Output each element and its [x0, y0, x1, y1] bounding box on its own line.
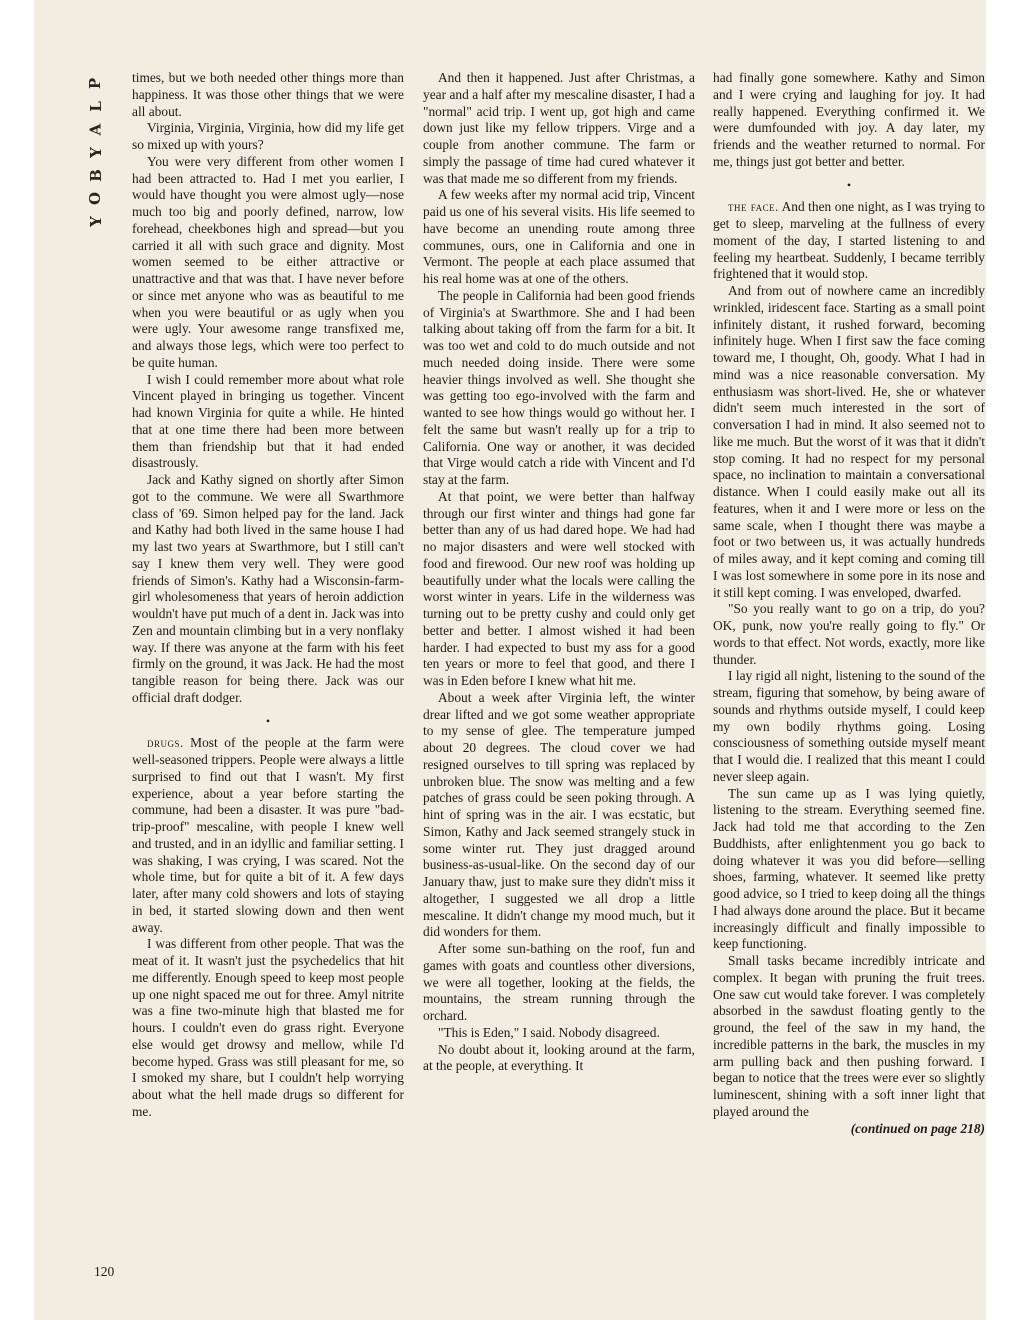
paragraph: No doubt about it, looking around at the farm, at the people, at everything. It	[423, 1041, 695, 1074]
paragraph: Virginia, Virginia, Virginia, how did my life get so mixed up with yours?	[132, 120, 404, 152]
magazine-page	[34, 0, 986, 1320]
paragraph: had finally gone somewhere. Kathy and Simon and I were crying and laughing for joy. It had really happened. Everything confirmed it. We were dumfounded with joy. A day later, my friends and the weather returned to normal. For me, things just got better and better.	[713, 70, 985, 169]
paragraph: A few weeks after my normal acid trip, Vincent paid us one of his several visits. His life seemed to have become an unending route among three communes, ours, one in California and one in Vermont. The people at each place assumed that his real home was at one of the others.	[423, 187, 695, 286]
paragraph: "This is Eden," I said. Nobody disagreed.	[438, 1024, 660, 1040]
paragraph: About a week after Virginia left, the winter drear lifted and we got some weather appropriate to my sense of glee. The temperature jumped about 20 degrees. The cloud cover we had resigned ourselves to till spring was replaced by unbroken blue. The snow was melting and a few patches of grass could be seen poking through. A hint of spring was in the air. I was ecstatic, but Simon, Kathy and Jack seemed strangely stuck in some winter rut. They just dragged around business-as-usual-like. On the second day of our January thaw, just to make sure they didn't miss it altogether, I suggested we all drop a little mescaline. It didn't change my mood much, but it did wonders for them.	[423, 689, 695, 940]
text-column-middle	[423, 70, 695, 1075]
section-heading: the face.	[728, 200, 779, 215]
running-head-letter: B	[86, 169, 105, 182]
running-head-letter: O	[86, 191, 105, 206]
paragraph: At that point, we were better than halfway through our first winter and things had gone far better than any of us had dared hope. We had had no major disasters and were well stocked with food and firewood. Our new roof was holding up beautifully under what the locals were calling the worst winter in years. Life in the wilderness was turning out to be pretty cushy and could only get better and better. I almost wished it had been harder. I had expected to bust my ass for a good ten years or more to feel that good, and there I was in Eden before I knew what hit me.	[423, 488, 695, 688]
paragraph	[713, 199, 985, 283]
paragraph: Jack and Kathy signed on shortly after Simon got to the commune. We were all Swarthmore class of '69. Simon helped pay for the land. Jack and Kathy had both lived in the same house I had my last two years at Swarthmore, but I still can't say I knew them very well. They were good friends of Simon's. Kathy had a Wisconsin-farm-girl wholesomeness that years of heroin addiction wouldn't have put much of a dent in. Jack was into Zen and mountain climbing but in a very nonflaky way. If there was anyone at the farm with his feet firmly on the ground, it was Jack. He had the most tangible reason for being there. Jack was our official draft dodger.	[132, 472, 404, 705]
running-head-letter: Y	[86, 147, 105, 158]
paragraph: The people in California had been good friends of Virginia's at Swarthmore. She and I had been talking about taking off from the farm for a bit. It was too wet and cold to do much outside and not much needed doing inside. There were some heavier things involved as well. She thought she was getting too ego-involved with the farm and wanted to see how things would go without her. I felt the same but wasn't really up for a trip to California. One way or another, it was decided that Virge would catch a ride with Vincent and I'd stay at the farm.	[423, 287, 695, 487]
paragraph-text: Most of the people at the farm were well-seasoned trippers. People were always a little surprised to find out that I wasn't. My first experience, about a year before starting the commune, had been a disaster. It was pure "bad-trip-proof" mescaline, with people I knew well and trusted, and in an idyllic and familiar setting. I was shaking, I was crying, I was scared. Not the whole time, but for quite a bit of it. A few days later, after many cold showers and lots of staying in bed, it started slowing down and then went away.	[132, 735, 404, 935]
paragraph: And from out of nowhere came an incredibly wrinkled, iridescent face. Starting as a small point infinitely distant, it rushed forward, becoming infinitely huge. When I first saw the face coming toward me, I thought, Oh, goody. What I had in mind was a nice reasonable conversation. My enthusiasm was short-lived. He, she or whatever didn't seem much interested in the sort of conversation I had in mind. It also seemed not to like me much. But the worst of it was that it didn't stop coming. It had no respect for my personal space, no inclination to maintain a conversational distance. When I could easily make out all its features, when it and I were more or less on the same scale, when I thought there was maybe a foot or two between us, it was actually hundreds of miles away, and it kept coming and coming till I was lost somewhere in some pore in its nose and it still kept coming. I was enveloped, dwarfed.	[713, 283, 985, 600]
paragraph-text: And then one night, as I was trying to get to sleep, marveling at the fullness of every moment of the day, I started listening to and feeling my heartbeat. Suddenly, I became terribly frightened that it would stop.	[713, 199, 985, 282]
text-column-left	[132, 70, 404, 1121]
continued-notice: (continued on page 218)	[850, 1120, 985, 1136]
page-number: 120	[94, 1264, 115, 1279]
running-head-letter: A	[86, 123, 105, 136]
running-head	[84, 72, 108, 233]
paragraph: After some sun-bathing on the roof, fun and games with goats and countless other diversions, we were all together, looking at the fields, the mountains, the stream running through the orchard.	[423, 941, 695, 1023]
paragraph	[132, 735, 404, 936]
paragraph: I was different from other people. That was the meat of it. It wasn't just the psychedelics that hit me differently. Enough speed to keep most people up one night spaced me out for three. Amyl nitrite was a fine two-minute high that blasted me for hours. I couldn't even do grass right. Everyone else would get drowsy and mellow, while I'd become hyped. Grass was still pleasant for me, so I smoked my share, but I couldn't help worrying about what the hell made drugs so different for me.	[132, 936, 404, 1119]
running-head-letter: P	[86, 77, 105, 90]
paragraph: "So you really want to go on a trip, do you? OK, punk, now you're really going to fly." Or words to that effect. Not words, exactly, more like thunder.	[713, 601, 985, 667]
running-head-letter: L	[86, 101, 105, 112]
paragraph: I wish I could remember more about what role Vincent played in bringing us together. Vincent had known Virginia for quite a while. He hinted that at one time there had been more between them than friendship but that it had ended disastrously.	[132, 371, 404, 471]
paragraph: You were very different from other women I had been attracted to. Had I met you earlier, I would have thought you were almost ugly—nose much too big and poorly defined, narrow, low forehead, cheekbones high and spread—but you carried it all with such grace and dignity. Most women seemed to be either attractive or unattractive and that was that. I have never before or since met anyone who was as beautiful to me when you were beautiful or as ugly when you were ugly. Your awesome range transfixed me, and always those legs, which were too perfect to be quite human.	[132, 153, 404, 370]
section-heading: drugs.	[147, 736, 184, 751]
section-break-bullet: •	[846, 177, 852, 192]
paragraph: I lay rigid all night, listening to the sound of the stream, figuring that somehow, by being aware of sounds and rhythms outside myself, I could keep my own bodily rhythms going. Losing consciousness of something outside myself meant that I would die. I realized that this meant I could never sleep again.	[713, 668, 985, 784]
paragraph: The sun came up as I was lying quietly, listening to the stream. Everything seemed fine. Jack had told me that according to the Zen Buddhists, after enlightenment you go back to doing whatever it was you did before—selling shoes, farming, whatever. It seemed like pretty good advice, so I tried to keep doing all the things I had always done around the place. But it became increasingly difficult and finally impossible to keep functioning.	[713, 785, 985, 952]
paragraph: times, but we both needed other things more than happiness. It was those other things that we were all about.	[132, 70, 404, 119]
paragraph: And then it happened. Just after Christmas, a year and a half after my mescaline disaster, I had a "normal" acid trip. I went up, got high and came down just like my fellow trippers. Virge and a couple from another commune. The farm or simply the passage of time had cured whatever it was that made me so different from my friends.	[423, 70, 695, 186]
section-break-bullet: •	[265, 713, 271, 728]
paragraph: Small tasks became incredibly intricate and complex. It began with pruning the fruit trees. One saw cut would take forever. I was completely absorbed in the sawdust floating gently to the ground, the feel of the saw in my hand, the incredible patterns in the bark, the muscles in my arm pulling back and then pushing forward. I began to notice that the trees were ever so slightly luminescent, shining with a soft inner light that played around the	[713, 953, 985, 1119]
text-column-right	[713, 70, 985, 1137]
running-head-letter: Y	[86, 216, 105, 227]
